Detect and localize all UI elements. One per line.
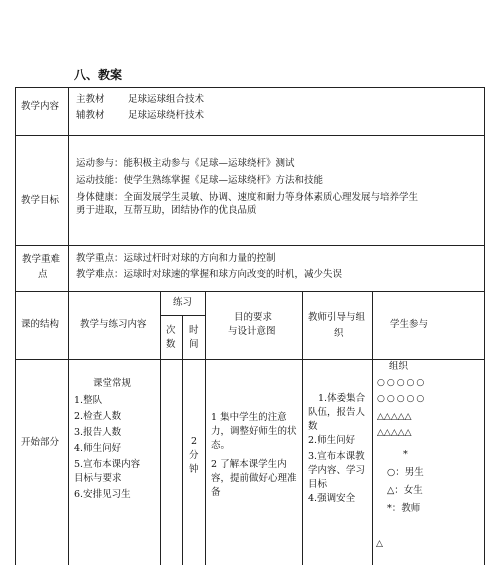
opening-purpose: 容，提前做好心理准 [211,473,297,484]
formation-boys-row: ○○○○○ [377,378,427,388]
row-label-content: 教学内容 [21,101,60,112]
col-header-practice: 练习 [173,297,193,308]
sub-material-label: 辅教材 [76,110,105,121]
col-header-content: 教学与练习内容 [80,319,147,330]
opening-guide: 4.强调安全 [308,493,356,504]
goal-health-cont: 勇于进取，互帮互助，团结协作的优良品质 [76,205,257,216]
goal-participation: 运动参与：能积极主动参与《足球—运球绕杆》测试 [76,158,295,169]
table-border-right [484,87,485,565]
col-divider-time [205,291,206,565]
page-heading: 八、教案 [74,68,123,82]
col-divider-purpose [302,291,303,565]
formation-girls-row: △△△△△ [377,412,412,422]
main-material-label: 主教材 [76,94,105,105]
formation-girls-row: △△△△△ [377,428,412,438]
opening-guide: 数 [308,421,318,432]
teaching-focus: 教学重点：运球过杆时对球的方向和力量的控制 [76,253,276,264]
col-header-purpose-a: 目的要求 [234,312,273,323]
col-header-guide-b: 织 [334,328,344,339]
opening-item: 4.师生问好 [74,443,122,454]
legend-teacher: *：教师 [387,503,421,514]
col-header-times-b: 数 [166,339,176,350]
legend-girls: △：女生 [387,485,423,496]
goal-skill: 运动技能：使学生熟练掌握《足球—运球绕杆》方法和技能 [76,175,324,186]
col-header-purpose-b: 与设计意图 [228,326,276,337]
opening-purpose: 1 集中学生的注意 [211,412,287,423]
col-header-time-b: 间 [189,339,199,350]
row-label-opening: 开始部分 [21,437,60,448]
row-label-goals: 教学目标 [21,195,60,206]
col-divider-content [160,291,161,565]
opening-purpose: 力，调整好师生的状 [211,426,297,437]
row-label-keypoints-a: 教学重难 [22,254,61,265]
row-divider-header [15,359,485,360]
opening-purpose: 备 [211,487,221,498]
opening-guide: 学内容、学习 [308,465,366,476]
col-header-times-a: 次 [166,325,176,336]
opening-time-value: 2 [191,436,198,447]
goal-health: 身体健康：全面发展学生灵敏、协调、速度和耐力等身体素质心理发展与培养学生 [76,192,419,203]
col-header-guide-a: 教师引导与组 [308,312,366,323]
label-column-divider [68,87,69,565]
opening-item: 1.整队 [74,395,103,406]
col-header-structure: 课的结构 [21,319,60,330]
col-divider-guide [372,291,373,565]
opening-item: 目标与要求 [74,473,122,484]
main-material: 足球运球组合技术 [128,94,205,105]
opening-item: 6.安排见习生 [74,489,131,500]
table-border-top [15,87,485,88]
organization-title: 组织 [389,361,409,372]
legend-boys: ○：男生 [387,467,424,478]
row-divider-keypoints [15,291,485,292]
opening-item: 2.检查人数 [74,411,122,422]
row-divider-goals [15,245,485,246]
table-border-left [15,87,16,565]
bottom-triangle-mark: △ [376,539,385,549]
opening-guide: 3.宣布本课教 [308,451,365,462]
opening-guide: 目标 [308,479,328,490]
row-divider-content [15,135,485,136]
opening-item: 课堂常规 [93,378,132,389]
col-divider-times [182,315,183,565]
sub-material: 足球运球绕杆技术 [128,110,205,121]
opening-guide: 2.师生问好 [308,435,356,446]
opening-purpose: 态。 [211,440,231,451]
col-header-time-a: 时 [189,325,199,336]
opening-time-unit-a: 分 [189,450,199,461]
formation-boys-row: ○○○○○ [377,394,427,404]
row-label-keypoints-b: 点 [38,269,48,280]
opening-guide: 1.体委集合 [318,393,366,404]
opening-time-unit-b: 钟 [189,464,199,475]
opening-item: 3.报告人数 [74,427,122,438]
opening-item: 5.宣布本课内容 [74,459,141,470]
opening-guide: 队伍，报告人 [308,407,366,418]
teacher-position-star: * [403,449,408,460]
opening-purpose: 2 了解本课学生内 [211,459,287,470]
col-header-student: 学生参与 [390,319,429,330]
teaching-difficulty: 教学难点：运球时对球速的掌握和球方向改变的时机，减少失误 [76,269,343,280]
